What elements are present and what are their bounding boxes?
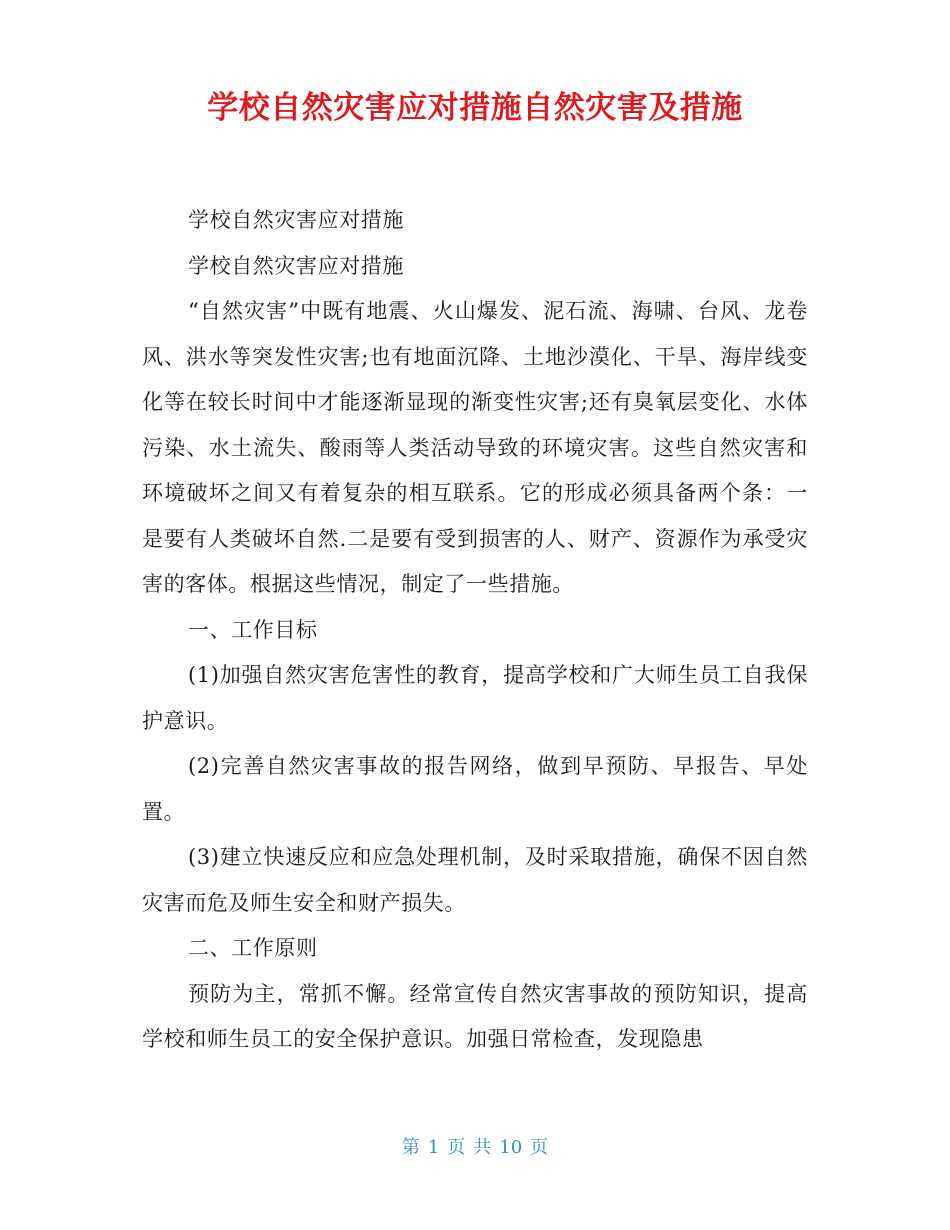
paragraph-heading: 学校自然灾害应对措施 [188, 253, 404, 278]
footer-page-label: 页 [447, 1137, 466, 1158]
page-footer [0, 1133, 950, 1159]
section-heading-principles: 二、工作原则 [188, 936, 318, 960]
goal-item-2: (2)完善自然灾害事故的报告网络，做到早预防、早报告、早处置。 [142, 754, 808, 824]
footer-current-page: 1 [427, 1137, 440, 1158]
section-heading-goals: 一、工作目标 [188, 617, 318, 642]
principle-paragraph: 预防为主，常抓不懈。经常宣传自然灾害事故的预防知识，提高学校和师生员工的安全保护意识。加强日常检查，发现隐患 [142, 981, 808, 1051]
document-title: 学校自然灾害应对措施自然灾害及措施 [207, 90, 743, 126]
paragraph-intro: “自然灾害”中既有地震、火山爆发、泥石流、海啸、台风、龙卷风、洪水等突发性灾害;也有地面沉降、土地沙漠化、干旱、海岸线变化等在较长时间中才能逐渐显现的渐变性灾害;还有臭氧层变化、水体污染、水土流失、酸雨等人类活动导致的环境灾害。这些自然灾害和环境破坏之间又有着复杂的相互联系。它的形成必须具备两个条：一是要有人类破坏自然.二是要有受到损害的人、财产、资源作为承受灾害的客体。根据这些情况，制定了一些措施。 [142, 299, 808, 596]
goal-item-3: (3)建立快速反应和应急处理机制，及时采取措施，确保不因自然灾害而危及师生安全和财产损失。 [142, 845, 808, 915]
paragraph-heading: 学校自然灾害应对措施 [188, 208, 404, 232]
goal-item-1: (1)加强自然灾害危害性的教育，提高学校和广大师生员工自我保护意识。 [142, 663, 808, 733]
footer-page-suffix: 页 [530, 1137, 549, 1158]
footer-total-label: 共 [473, 1137, 492, 1158]
document-body [142, 198, 808, 1063]
footer-prefix: 第 [401, 1137, 420, 1158]
footer-total-pages: 10 [499, 1137, 523, 1158]
